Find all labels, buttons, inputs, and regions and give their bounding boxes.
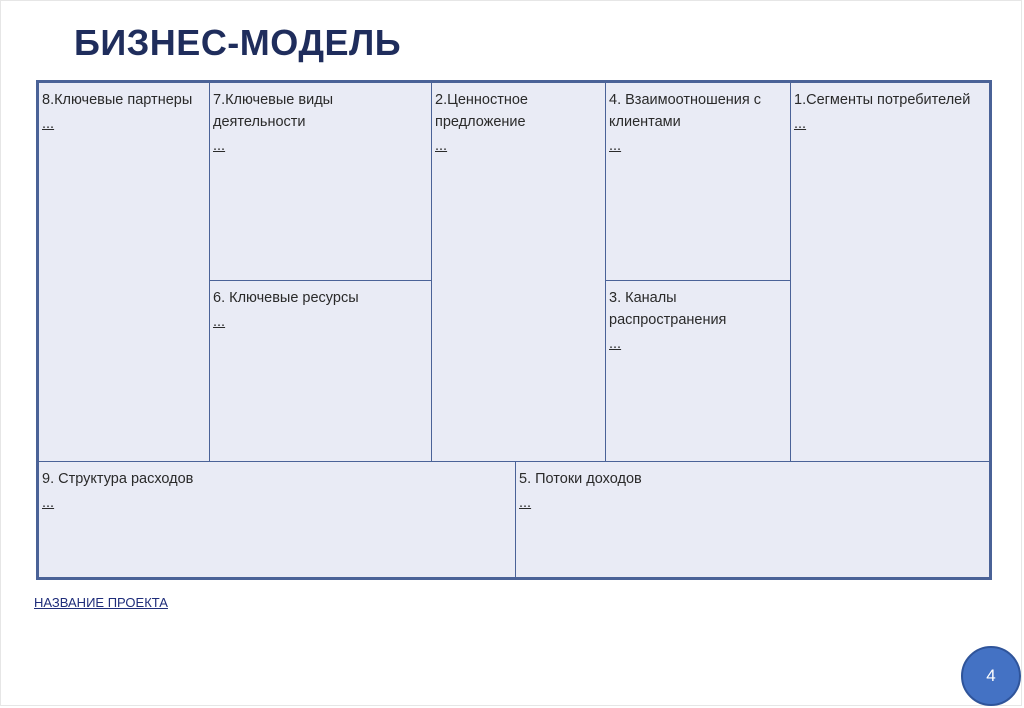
cell-revenue-streams <box>515 461 990 578</box>
cell-key-activities <box>209 82 432 281</box>
cell-value-proposition <box>431 82 606 462</box>
cell-cost-structure <box>38 461 516 578</box>
cell-cost-structure-input[interactable]: ... <box>42 495 55 511</box>
cell-customer-segments-label: 1.Сегменты потребителей <box>794 92 971 108</box>
cell-key-activities-input[interactable]: ... <box>213 138 226 154</box>
page-number-badge <box>961 646 1021 706</box>
project-name-link[interactable]: НАЗВАНИЕ ПРОЕКТА <box>34 595 168 610</box>
cell-key-partners-label: 8.Ключевые партнеры <box>42 92 193 108</box>
cell-key-resources-input[interactable]: ... <box>213 314 226 330</box>
cell-customer-segments-input[interactable]: ... <box>794 116 807 132</box>
cell-channels <box>605 280 791 462</box>
cell-key-partners <box>38 82 210 462</box>
cell-customer-relationships-label: 4. Взаимоотношения с клиентами <box>609 92 762 130</box>
cell-channels-input[interactable]: ... <box>609 336 622 352</box>
cell-key-resources-label: 6. Ключевые ресурсы <box>213 290 359 306</box>
cell-customer-relationships-input[interactable]: ... <box>609 138 622 154</box>
cell-customer-segments <box>790 82 990 462</box>
cell-customer-relationships <box>605 82 791 281</box>
cell-value-proposition-label: 2.Ценностное предложение <box>435 92 528 130</box>
cell-channels-label: 3. Каналы распространения <box>609 290 727 328</box>
cell-revenue-streams-input[interactable]: ... <box>519 495 532 511</box>
cell-revenue-streams-label: 5. Потоки доходов <box>519 471 642 487</box>
page-number: 4 <box>986 666 996 685</box>
cell-value-proposition-input[interactable]: ... <box>435 138 448 154</box>
cell-key-activities-label: 7.Ключевые виды деятельности <box>213 92 334 130</box>
cell-key-partners-input[interactable]: ... <box>42 116 55 132</box>
page-title: БИЗНЕС-МОДЕЛЬ <box>74 22 402 63</box>
cell-cost-structure-label: 9. Структура расходов <box>42 471 194 487</box>
business-model-canvas <box>36 80 992 580</box>
cell-key-resources <box>209 280 432 462</box>
